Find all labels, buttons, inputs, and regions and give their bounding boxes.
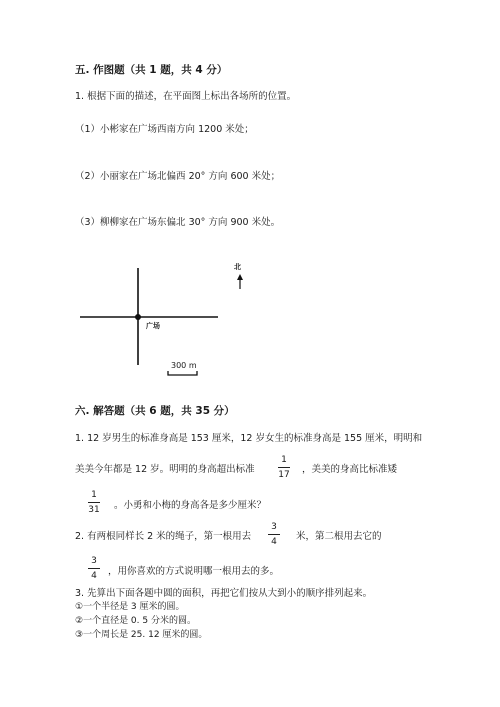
center-label: 广场 [146,322,160,330]
q3-line1: 3. 先算出下面各题中圆的面积，再把它们按从大到小的顺序排列起来。 [75,588,373,599]
q1-line2-part2: ，美美的身高比标准矮 [302,464,398,475]
scale-bar [168,371,197,375]
q2-line2: ，用你喜欢的方式说明哪一根用去的多。 [108,566,280,577]
q2-fraction-2 [86,555,102,582]
section5-title: 五. 作图题（共 1 题，共 4 分） [75,64,228,76]
scale-label: 300 m [171,361,197,370]
q1-line3: 。小勇和小梅的身高各是多少厘米？ [114,500,267,511]
fraction-bar [88,502,100,503]
q1-line2-part1: 美美今年都是 12 岁。明明的身高超出标准 [75,464,255,475]
fraction-numerator: 1 [91,490,97,500]
fraction-denominator: 17 [278,470,290,480]
fraction-denominator: 31 [88,505,100,515]
fraction-numerator: 3 [271,522,277,532]
north-label: 北 [234,263,241,271]
fraction-bar [88,568,100,569]
q3-item-c: ③一个周长是 25. 12 厘米的圆。 [75,630,208,640]
q1-fraction-2 [86,489,102,516]
fraction-bar [278,467,290,468]
square-center-dot [135,314,141,320]
north-arrow-icon [237,274,243,280]
fraction-denominator: 4 [91,571,97,581]
q1-prompt: 1. 根据下面的描述，在平面图上标出各场所的位置。 [75,91,297,102]
fraction-denominator: 4 [271,537,277,547]
q2-line1-part2: 米，第二根用去它的 [296,531,382,542]
q2-line1-part1: 2. 有两根同样长 2 米的绳子，第一根用去 [75,531,252,542]
q1-fraction-1 [276,454,292,481]
item-3: （3）柳柳家在广场东偏北 30° 方向 900 米处。 [75,217,281,228]
item-1: （1）小彬家在广场西南方向 1200 米处； [75,124,254,135]
fraction-numerator: 3 [91,556,97,566]
item-2: （2）小丽家在广场北偏西 20° 方向 600 米处； [75,171,281,182]
q2-fraction-1 [266,521,282,548]
q3-item-a: ①一个半径是 3 厘米的圆。 [75,602,185,612]
section6-title: 六. 解答题（共 6 题，共 35 分） [75,405,235,417]
fraction-numerator: 1 [281,455,287,465]
q3-item-b: ②一个直径是 0. 5 分米的圆。 [75,616,196,626]
fraction-bar [268,534,280,535]
q1-line1: 1. 12 岁男生的标准身高是 153 厘米，12 岁女生的标准身高是 155 厘米，明明和 [75,433,423,444]
